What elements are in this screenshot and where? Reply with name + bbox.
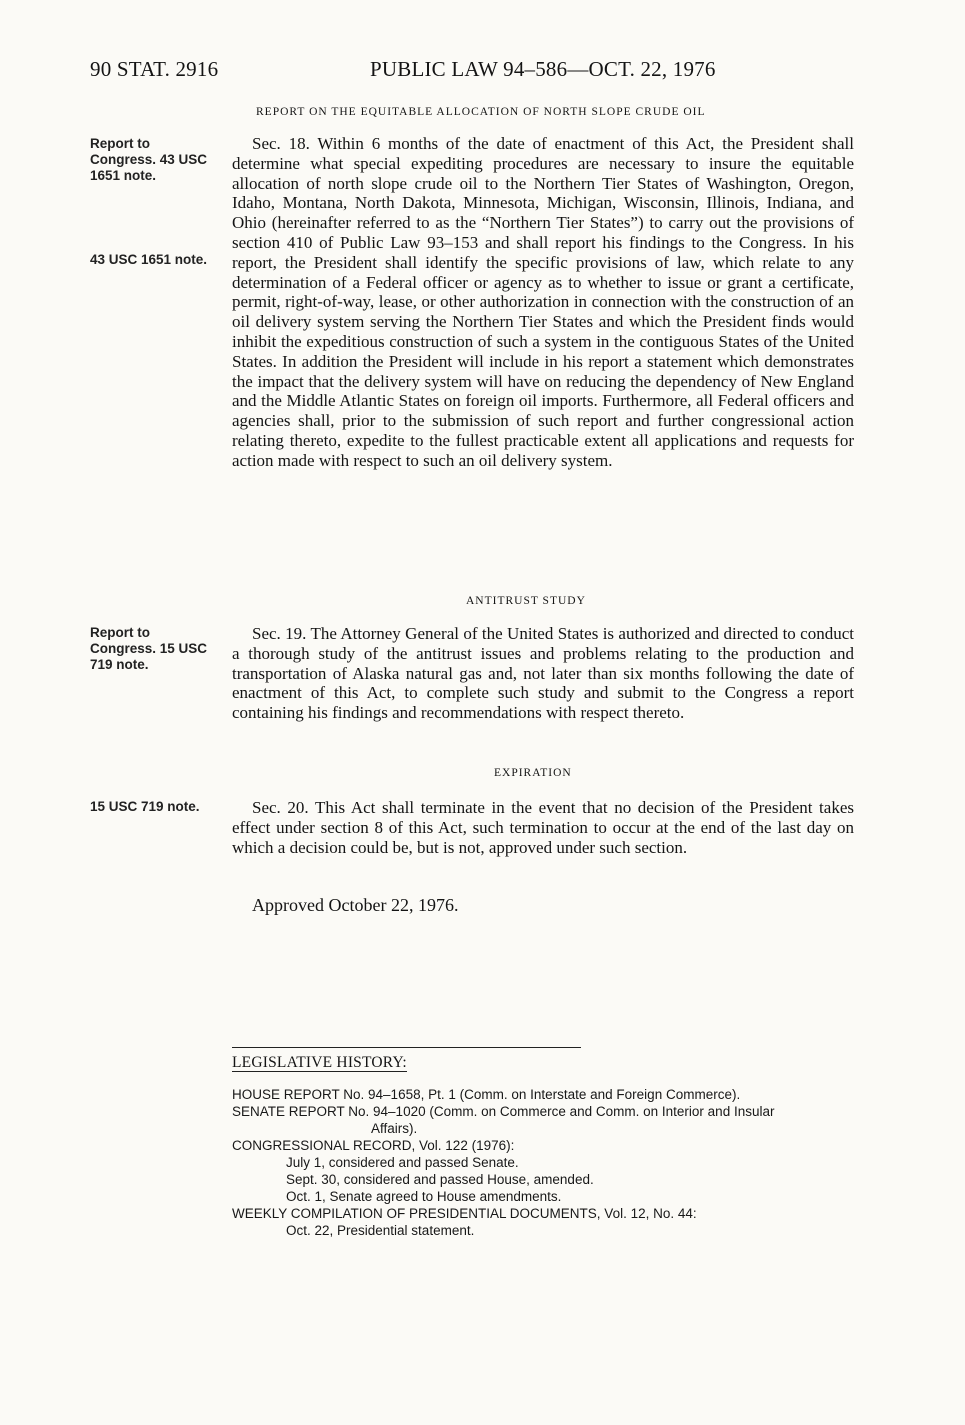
approval-date: Approved October 22, 1976. [252, 895, 459, 915]
leg-history-line: July 1, considered and passed Senate. [286, 1155, 519, 1170]
leg-history-line: CONGRESSIONAL RECORD, Vol. 122 (1976): [232, 1138, 515, 1153]
section-19-heading: ANTITRUST STUDY [466, 595, 586, 607]
margin-note-43usc-1651: 43 USC 1651 note. [90, 252, 208, 267]
margin-note-15usc-719: 15 USC 719 note. [90, 799, 200, 814]
section-20-text: Sec. 20. This Act shall terminate in the event that no decision of the President takes effect under section 8 of this Act, such termination to occur at the end of the last day on which a decision could be, but is not, approved under such section. [232, 798, 854, 857]
margin-note-report-to-congress-43usc: Report to Congress. 43 USC 1651 note. [90, 136, 208, 183]
legislative-history-rule [232, 1047, 581, 1048]
legislative-history-title: LEGISLATIVE HISTORY: [232, 1054, 407, 1071]
leg-history-line: Sept. 30, considered and passed House, amended. [286, 1172, 594, 1187]
leg-history-line: Oct. 1, Senate agreed to House amendments. [286, 1189, 562, 1204]
page-running-title: PUBLIC LAW 94–586—OCT. 22, 1976 [370, 57, 716, 81]
page-stat-number: 90 STAT. 2916 [90, 57, 219, 81]
leg-history-line: Oct. 22, Presidential statement. [286, 1223, 475, 1238]
section-18-heading: REPORT ON THE EQUITABLE ALLOCATION OF NORTH SLOPE CRUDE OIL [256, 106, 706, 118]
margin-note-report-to-congress-15usc: Report to Congress. 15 USC 719 note. [90, 625, 208, 672]
leg-history-line: Affairs). [371, 1121, 418, 1136]
leg-history-line: HOUSE REPORT No. 94–1658, Pt. 1 (Comm. on Interstate and Foreign Commerce). [232, 1087, 741, 1102]
section-20-heading: EXPIRATION [494, 767, 572, 779]
section-18-text: Sec. 18. Within 6 months of the date of enactment of this Act, the President shall determine what special expediting procedures are necessary to insure the equitable allocation of north slope crude oil to the Northern Tier States of Washington, Oregon, Idaho, Montana, North Dakota, Minnesota, Michigan, Wisconsin, Illinois, Indiana, and Ohio (hereinafter referred to as the “Northern Tier States”) to carry out the provisions of section 410 of Public Law 93–153 and shall report his findings to the Congress. In his report, the President shall identify the specific provisions of law, which relate to any determination of a Federal officer or agency as to whether to issue or grant a certificate, permit, right-of-way, lease, or other authorization in connection with the construction of an oil delivery system serving the Northern Tier States and which the President finds would inhibit the expeditious construction of such a system in the contiguous States of the United States. In addition the President will include in his report a statement which demonstrates the impact that the delivery system will have on reducing the dependency of New England and the Middle Atlantic States on foreign oil imports. Furthermore, all Federal officers and agencies shall, prior to the submission of such report and further congressional action relating thereto, expedite to the fullest practicable extent all applications and requests for action made with respect to such an oil delivery system. [232, 134, 854, 470]
leg-history-line: WEEKLY COMPILATION OF PRESIDENTIAL DOCUMENTS, Vol. 12, No. 44: [232, 1206, 697, 1221]
section-19-text: Sec. 19. The Attorney General of the United States is authorized and directed to conduct a thorough study of the antitrust issues and problems relating to the production and transportation of Alaska natural gas and, not later than six months following the date of enactment of this Act, to complete such study and submit to the Congress a report containing his findings and recommendations with respect thereto. [232, 624, 854, 723]
leg-history-line: SENATE REPORT No. 94–1020 (Comm. on Commerce and Comm. on Interior and Insular [232, 1104, 775, 1119]
